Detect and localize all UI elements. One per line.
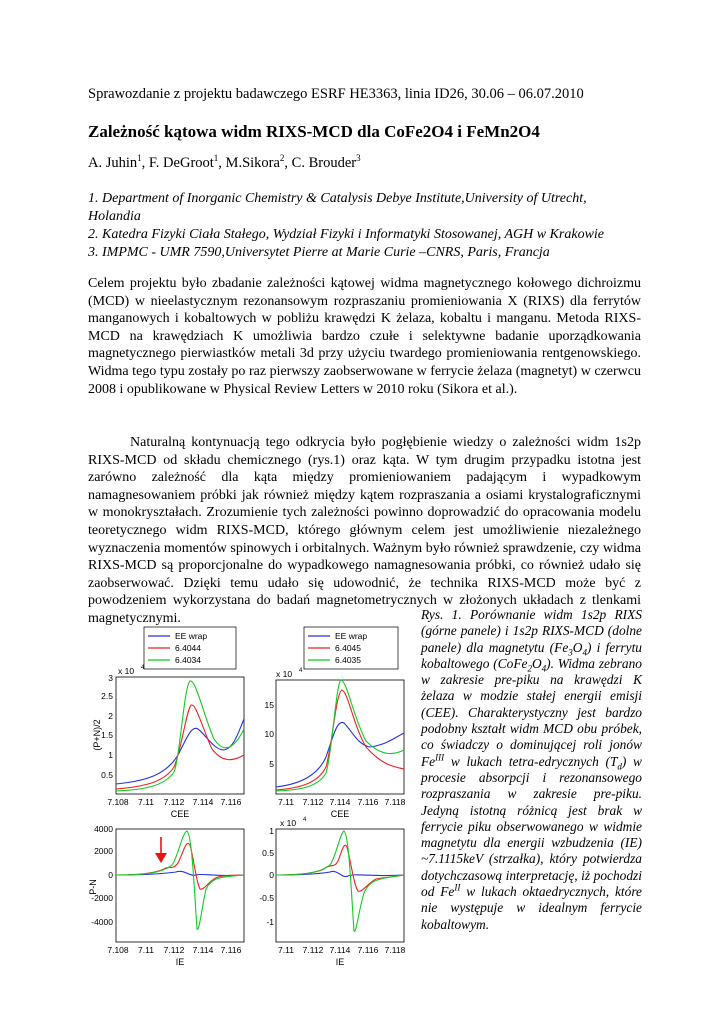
caption-superscript: II	[454, 882, 461, 893]
legend-left	[144, 627, 236, 669]
caption-text: ) w procesie absorpcji i rezonansowego rozpraszania w zakresie pre-piku. Jedyną istotną różnicą jest brak w ferrycie piku obserwowanego w widmie magnetytu dla energii wzbudzenia (IE) ~7.1115keV (strzałka), który potwierdza dotychczasową interpretację, iż pochodzi od Fe	[421, 753, 642, 900]
legend-right	[304, 627, 398, 669]
body-paragraph-2: Naturalną kontynuacją tego odkrycia było pogłębienie wiedzy o zależności widm 1s2p RIXS-MCD od składu chemicznego (rys.1) oraz kąta. W tym drugim przypadku istotna jest zarówno zależność dla kąta między promieniowaniem padającym i wypadkowym namagnesowaniem próbki jak również między kątem rozpraszania a osiami krystalograficznymi w monokryształach. Zrozumienie tych zależności powinno doprowadzić do opracowania modelu teoretycznego widm RIXS-MCD, którego głównym celem jest umożliwienie niezależnego wyznaczenia momentów spinowych i orbitalnych. Ważnym było również sprawdzenie, czy widma RIXS-MCD są proporcjonalne do wypadkowego namagnesowania próbki, co również udało się zaobserwować. Dzięki temu udało się udowodnić, że technika RIXS-MCD może być z powodzeniem wykorzystana do badań magnetometrycznych w złożonych układach z tlenkami magnetycznymi.	[88, 435, 641, 626]
x-tick: 7.114	[329, 945, 351, 955]
y-tick: 4000	[94, 824, 113, 834]
caption-text: w lukach tetra-edrycznych (T	[444, 753, 618, 769]
y-tick: 15	[264, 700, 274, 710]
caption-subscript: 4	[582, 647, 587, 658]
y-multiplier: x 10	[118, 666, 135, 676]
y-tick: 2.5	[101, 691, 113, 701]
x-tick: 7.108	[107, 945, 129, 955]
axes-box	[276, 829, 404, 942]
x-tick: 7.114	[192, 797, 214, 807]
x-tick: 7.11	[278, 797, 294, 807]
author-separator: ,	[141, 155, 149, 171]
x-tick: 7.112	[302, 797, 324, 807]
caption-text: O	[572, 639, 583, 655]
x-tick: 7.118	[384, 945, 406, 955]
x-tick: 7.116	[357, 945, 379, 955]
y-tick: -0.5	[259, 893, 274, 903]
panel-top-right	[265, 668, 406, 819]
figure-caption	[421, 607, 642, 933]
axes-box	[276, 680, 404, 794]
y-tick: 2000	[94, 846, 113, 856]
y-tick: 1	[108, 750, 113, 760]
y-axis-label: (P+N)/2	[92, 719, 102, 751]
y-tick: 1.5	[101, 730, 113, 740]
y-axis-label: P-N	[88, 879, 98, 895]
author-separator: ,	[218, 155, 226, 171]
body-paragraph-1: Celem projektu było zbadanie zależności kątowej widma magnetycznego kołowego dichroizmu (MCD) w nieelastycznym rezonansowym rozpraszaniu promieniowania X (RIXS) dla ferrytów manganowych i kobaltowych w pobliżu krawędzi K żelaza, kobaltu i manganu. Metoda RIXS-MCD na krawędziach K umożliwia bardzo czułe i selektywne badanie uporządkowania magnetycznego pierwiastków metali 3d przy użyciu twardego promieniowania rentgenowskiego. Widma tego typu zostały po raz pierwszy zaobserwowane w ferrycie żelaza (magnetyt) w czerwcu 2008 i opublikowane w Physical Review Letters w 2010 roku (Sikora et al.).	[88, 276, 641, 397]
caption-subscript: d	[617, 761, 622, 772]
author: M.Sikora	[225, 155, 280, 171]
y-multiplier-exp: 4	[141, 665, 145, 671]
affiliation: 3. IMPMC - UMR 7590,Universytet Pierre at Marie Curie –CNRS, Paris, Francja	[88, 245, 550, 260]
caption-text: O	[531, 655, 542, 671]
author-affiliation-mark: 1	[213, 153, 219, 164]
x-tick: 7.112	[302, 945, 324, 955]
panel-bottom-right	[259, 817, 405, 967]
y-multiplier: x 10	[280, 818, 297, 828]
caption-subscript: 3	[568, 647, 573, 658]
author-affiliation-mark: 2	[279, 153, 285, 164]
x-tick: 7.116	[357, 797, 379, 807]
panel-top-left	[92, 665, 244, 819]
affiliation: 1. Department of Inorganic Chemistry & Catalysis Debye Institute,University of Utrecht, Holandia	[88, 191, 587, 224]
legend-entry: 6.4044	[175, 643, 201, 653]
x-tick: 7.116	[220, 945, 242, 955]
legend-entry: 6.4034	[175, 655, 201, 665]
legend-entry: 6.4035	[335, 655, 361, 665]
caption-text: ). Widma zebrano w zakresie pre-piku na krawędzi K żelaza w modzie stałej energii emisji (CEE). Charakterystyczny jest bardzo podobny kształt widm MCD obu próbek, co świadczy o dominującej roli jonów Fe	[421, 655, 642, 769]
panel-bottom-left	[88, 824, 244, 967]
caption-superscript: III	[435, 752, 445, 763]
x-axis-label: IE	[175, 957, 185, 967]
author: F. DeGroot	[148, 155, 214, 171]
x-tick: 7.114	[192, 945, 214, 955]
author: A. Juhin	[88, 155, 138, 171]
y-tick: 3	[108, 673, 113, 683]
x-axis-label: CEE	[330, 809, 350, 819]
x-tick: 7.116	[220, 797, 242, 807]
x-tick: 7.118	[384, 797, 406, 807]
figure-1	[86, 607, 416, 969]
y-multiplier: x 10	[276, 669, 293, 679]
x-axis-label: IE	[335, 957, 345, 967]
affiliations	[88, 190, 640, 262]
author-list	[88, 155, 361, 172]
caption-text: w lukach oktaedrycznych, które nie występuje w idealnym ferrycie kobaltowym.	[421, 884, 642, 932]
x-tick: 7.112	[163, 945, 185, 955]
author-affiliation-mark: 1	[137, 153, 142, 164]
legend-entry: EE wrap	[335, 631, 368, 641]
report-header: Sprawozdanie z projektu badawczego ESRF HE3363, linia ID26, 30.06 – 06.07.2010	[88, 86, 584, 102]
y-tick: -2000	[91, 893, 113, 903]
y-tick: 0	[269, 870, 274, 880]
y-tick: 0	[108, 870, 113, 880]
y-multiplier-exp: 4	[303, 817, 307, 823]
legend-entry: EE wrap	[175, 631, 208, 641]
y-tick: -4000	[91, 917, 113, 927]
y-tick: -1	[266, 917, 274, 927]
x-tick: 7.112	[163, 797, 185, 807]
legend-entry: 6.4045	[335, 643, 361, 653]
author-affiliation-mark: 3	[356, 153, 361, 164]
y-tick: 0.5	[101, 770, 113, 780]
caption-subscript: 2	[527, 663, 532, 674]
y-tick: 2	[108, 711, 113, 721]
x-axis-label: CEE	[170, 809, 190, 819]
x-tick: 7.11	[138, 945, 154, 955]
author: C. Brouder	[291, 155, 357, 171]
y-tick: 1	[269, 826, 274, 836]
x-tick: 7.11	[138, 797, 154, 807]
x-tick: 7.114	[329, 797, 351, 807]
x-tick: 7.11	[278, 945, 294, 955]
x-tick: 7.108	[107, 797, 129, 807]
affiliation: 2. Katedra Fizyki Ciała Stałego, Wydział Fizyki i Informatyki Stosowanej, AGH w Krakowie	[88, 227, 605, 242]
caption-text: Rys. 1. Porównanie widm 1s2p RIXS (górne panele) i 1s2p RIXS-MCD (dolne panele) dla magnetytu (Fe	[421, 607, 642, 655]
caption-subscript: 4	[541, 663, 547, 674]
paper-title: Zależność kątowa widm RIXS-MCD dla CoFe2O4 i FeMn2O4	[88, 122, 540, 141]
y-multiplier-exp: 4	[299, 668, 303, 674]
author-separator: ,	[284, 155, 292, 171]
y-tick: 0.5	[262, 848, 274, 858]
caption-text: ) i ferrytu kobaltowego (CoFe	[421, 639, 642, 671]
y-tick: 10	[264, 729, 274, 739]
y-tick: 5	[269, 759, 274, 769]
